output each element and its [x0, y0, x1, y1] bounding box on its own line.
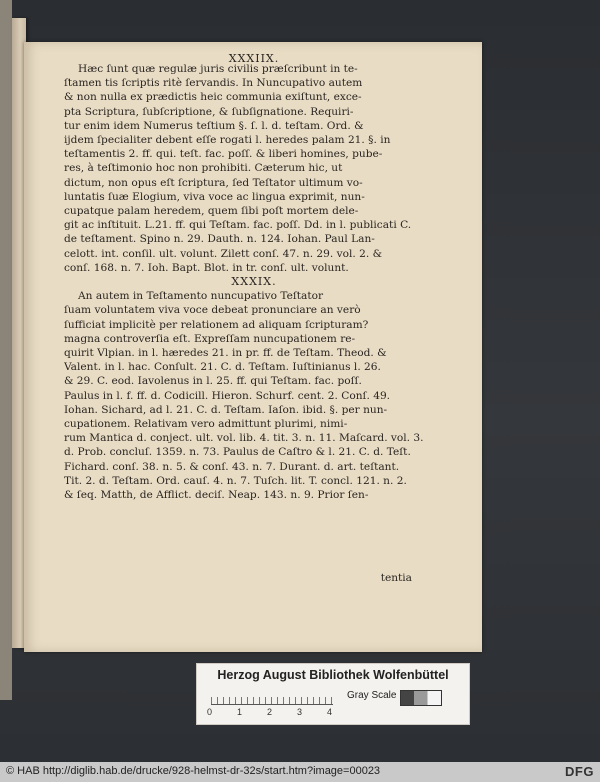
library-color-chart-label — [196, 663, 470, 725]
text-line: pta Scriptura, ſubſcriptione, & ſubſignatione. Requiri- — [64, 105, 354, 118]
text-line: conſ. 168. n. 7. Ioh. Bapt. Blot. in tr. conſ. ult. volunt. — [64, 261, 349, 274]
paragraph-two — [64, 289, 444, 502]
text-line: quirit Vlpian. in l. hæredes 21. in pr. ff. de Teſtam. Theod. & — [64, 347, 387, 360]
text-line: git ac inſtituit. L.21. ff. qui Teſtam. fac. poſſ. Dd. in l. publicati C. — [64, 219, 412, 232]
text-line: Iohan. Sichard, ad l. 21. C. d. Teſtam. Iaſon. ibid. §. per nun- — [64, 403, 388, 416]
page-heading-numeral: XXXIIX. — [228, 52, 280, 65]
text-line: cupatque palam heredem, quem ſibi poſt mortem dele- — [64, 205, 359, 218]
text-line: Tit. 2. d. Teſtam. Ord. cauſ. 4. n. 7. Tuſch. lit. T. concl. 121. n. 2. — [64, 474, 407, 487]
ruler-number: 3 — [297, 707, 303, 717]
ruler-number: 4 — [327, 707, 333, 717]
text-line: teſtamentis 2. ff. qui. teſt. fac. poſſ. & liberi homines, pube- — [64, 148, 383, 161]
copyright-url[interactable]: © HAB http://diglib.hab.de/drucke/928-helmst-dr-32s/start.htm?image=00023 — [6, 765, 381, 777]
text-line: magna controverſia eſt. Expreſſam nuncupationem re- — [64, 332, 356, 345]
gray-scale-label: Gray Scale — [347, 690, 397, 701]
page-text — [64, 42, 444, 502]
dfg-logo: DFG — [565, 764, 594, 779]
library-name: Herzog August Bibliothek Wolfenbüttel — [217, 668, 449, 682]
ruler-number: 0 — [207, 707, 213, 717]
text-line: & 29. C. eod. Iavolenus in l. 25. ff. qui Teſtam. fac. poſſ. — [64, 375, 362, 388]
ruler-scale — [211, 690, 333, 705]
text-line: de teſtament. Spino n. 29. Dauth. n. 124. Iohan. Paul Lan- — [64, 233, 375, 246]
footer-bar — [0, 762, 600, 782]
text-line: Fichard. conſ. 38. n. 5. & conſ. 43. n. 7. Durant. d. art. teſtant. — [64, 460, 400, 473]
text-line: ijdem ſpecialiter debent eſſe rogati l. heredes palam 21. §. in — [64, 134, 391, 147]
text-line: Paulus in l. f. ff. d. Codicill. Hieron. Schurf. cent. 2. Conſ. 49. — [64, 389, 391, 402]
text-line: & ſeq. Matth, de Afflict. deciſ. Neap. 143. n. 9. Prior ſen- — [64, 489, 369, 502]
text-line: Hæc ſunt quæ regulæ juris civilis præſcribunt in te- — [78, 63, 358, 75]
text-line: dictum, non opus eſt ſcriptura, ſed Teſtator ultimum vo- — [64, 176, 363, 189]
text-line: rum Mantica d. conject. ult. vol. lib. 4. tit. 3. n. 11. Maſcard. vol. 3. — [64, 432, 424, 445]
book-page — [24, 42, 482, 652]
catchword: tentia — [380, 572, 412, 584]
text-line: tur enim idem Numerus teſtium §. ſ. l. d. teſtam. Ord. & — [64, 119, 364, 132]
text-line: An autem in Teſtamento nuncupativo Teſtator — [78, 290, 324, 303]
text-line: ſtamen tis ſcriptis ritè ſervandis. In Nuncupativo autem — [64, 77, 363, 90]
left-margin-strip — [0, 0, 12, 700]
text-line: celott. int. conſil. ult. volunt. Zilett conſ. 47. n. 29. vol. 2. & — [64, 247, 383, 260]
ruler-number: 2 — [267, 707, 273, 717]
text-line: luntatis ſuæ Elogium, viva voce ac lingua exprimit, nun- — [64, 190, 365, 203]
text-line: & non nulla ex prædictis heic communia exiſtunt, exce- — [64, 91, 362, 104]
ruler-number: 1 — [237, 707, 243, 717]
text-line: cupationem. Relativam vero admittunt plurimi, nimi- — [64, 418, 348, 431]
section-number: XXXIX. — [231, 275, 277, 289]
text-line: res, à teſtimonio hoc non prohibiti. Cæterum hic, ut — [64, 162, 343, 175]
text-line: ſuam voluntatem viva voce debeat pronunciare an verò — [64, 304, 361, 317]
gray-scale-swatch — [400, 690, 442, 706]
text-line: d. Prob. concluſ. 1359. n. 73. Paulus de Caſtro & l. 21. C. d. Teſt. — [64, 446, 411, 459]
text-line: Valent. in l. hac. Conſult. 21. C. d. Teſtam. Iuſtinianus l. 26. — [64, 361, 381, 374]
paragraph-one — [64, 62, 444, 275]
text-line: ſufficiat implicitè per relationem ad aliquam ſcripturam? — [64, 318, 369, 331]
